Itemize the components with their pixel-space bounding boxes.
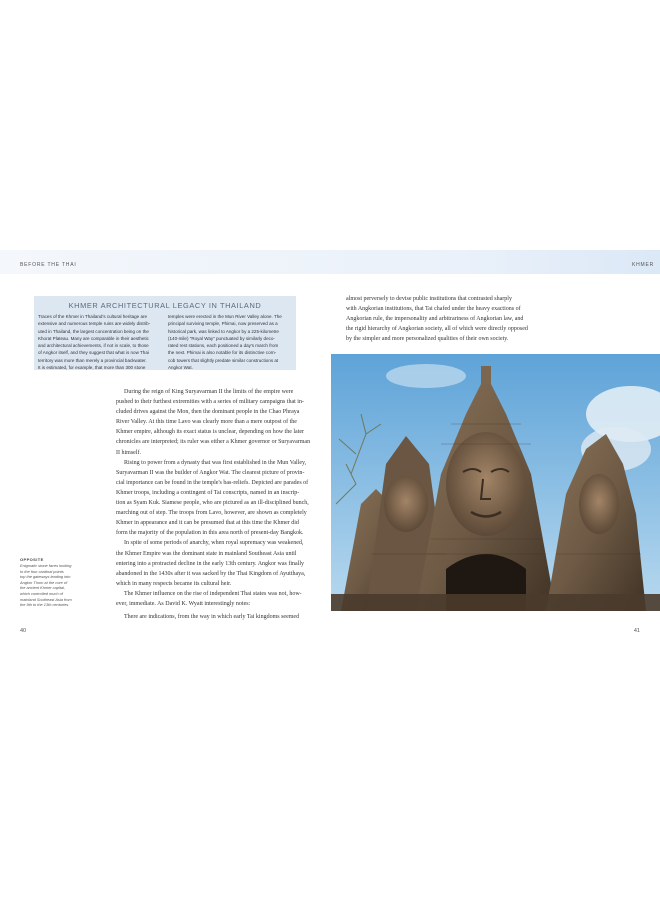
sidebar-line: temples were erected in the Mun River Valley alone. The (168, 314, 282, 319)
caption-text (20, 563, 94, 608)
body-line: Suryavarman II was the builder of Angkor Wat. The clearest picture of provin- (116, 469, 305, 476)
central-face (446, 432, 526, 536)
caption-label: OPPOSITE (20, 557, 44, 562)
body-line: In spite of some periods of anarchy, when royal supremacy was weakened, (124, 540, 304, 547)
body-line: chronicles are interpreted; its ruler was either a Khmer governor or Suryavarman (116, 439, 311, 446)
body-line: Khmer empire, although its exact status is unclear, depending on how the later (116, 429, 305, 436)
sidebar-line: the next. Phimai is also notable for its distinctive corn- (168, 350, 277, 356)
sidebar-line: extensive and numerous temple ruins are widely distrib- (38, 321, 151, 327)
body-line: cluded drives against the Mon, then the dominant people in the Chao Phraya (116, 409, 300, 416)
body-text-column (116, 387, 316, 622)
caption-line: which controlled much of (20, 590, 63, 596)
body-line: Angkorian rule, the impersonality and arbitrariness of Angkorian law, and (346, 316, 524, 323)
running-head-left: BEFORE THE THAI (20, 262, 77, 268)
body-line: by the simpler and more personalized qualities of their own society. (346, 336, 509, 343)
caption-line: mainland Southeast Asia from (20, 596, 72, 602)
body-line: the Khmer Empire was the dominant state in mainland Southeast Asia until (116, 550, 297, 557)
sidebar-column-1 (38, 313, 163, 371)
sidebar-line: historical park, was linked to Angkor by a 225-kilometre (168, 328, 279, 334)
body-line: marching out of step. The troops from Lavo, however, are shown as completely (116, 510, 307, 517)
sidebar-line: (140-mile) "Royal Way" punctuated by similarly deco- (168, 335, 275, 341)
sidebar-line: Traces of the Khmer in Thailand's cultural heritage are (38, 314, 148, 319)
sidebar-line: Angkor Wat. (168, 365, 193, 371)
sidebar-line: and architectural achievements, if not in scale, to those (38, 343, 149, 349)
body-line: with Angkorian institutions, that Tai chafed under the heavy exactions of (346, 306, 521, 313)
page-number-left: 40 (20, 628, 27, 634)
right-face (579, 474, 619, 534)
caption-line: top the gateways leading into (20, 574, 71, 580)
body-line: abandoned in the 1430s after it was sacked by the Thai Kingdom of Ayutthaya, (116, 570, 306, 577)
body-line: There are indications, from the way in which early Tai kingdoms seemed (124, 614, 300, 621)
body-line: Khmer troops, including a contingent of Tai conscripts, named in an inscrip- (116, 489, 300, 496)
body-line: pushed to their furthest extremities with a series of military campaigns that in- (116, 399, 304, 406)
cloud (386, 364, 466, 388)
body-line: form the majority of the population in this area north of present-day Bangkok. (116, 530, 304, 537)
caption-line: the ancient Khmer capital, (20, 585, 65, 591)
angkor-thom-photo (331, 354, 660, 611)
caption-line: Enigmatic stone faces looking (20, 563, 72, 568)
sidebar-title: KHMER ARCHITECTURAL LEGACY IN THAILAND (68, 301, 262, 310)
body-line: tion as Syam Kuk. Siamese people, who are pictured as an ill-disciplined bunch, (116, 500, 309, 507)
base-rubble (331, 594, 660, 611)
caption-line: to the four cardinal points (20, 568, 64, 574)
body-line: The Khmer influence on the rise of independent Thai states was not, how- (124, 590, 302, 597)
caption-line: the 9th to the 13th centuries. (20, 602, 70, 608)
sidebar-line: uted in Thailand, the largest concentration being on the (38, 328, 149, 334)
running-head-right: KHMER (631, 262, 654, 268)
central-spire (481, 366, 491, 384)
sidebar-column-2 (168, 313, 293, 371)
body-line: the rigid hierarchy of Angkorian society, all of which were directly opposed (346, 326, 528, 333)
sidebar-line: rated rest stations, each positioned a day's march from (168, 343, 279, 349)
sidebar-line: of Angkor itself, and they suggest that what is now Thai (38, 350, 149, 356)
sidebar-line: It is estimated, for example, that more than 300 stone (38, 365, 146, 371)
sidebar-line: Khorat Plateau. Many are comparable in their aesthetic (38, 335, 149, 341)
body-line: cial importance can be found in the temple's bas-reliefs. Depicted are parades of (116, 479, 309, 486)
body-line: River Valley. At this time Lavo was clearly more than a mere outpost of the (116, 419, 297, 426)
body-line: ever, immediate. As David K. Wyatt interestingly notes: (116, 600, 251, 607)
caption-line: Angkor Thom at the core of (20, 579, 68, 585)
body-line: almost perversely to devise public institutions that contrasted sharply (346, 296, 512, 302)
sidebar-line: territory was more than merely a provincial backwater. (38, 357, 147, 363)
body-line: which in many respects became its cultural heir. (116, 580, 232, 587)
right-text-column (346, 294, 566, 344)
body-line: Rising to power from a dynasty that was first established in the Mun Valley, (124, 459, 307, 466)
body-line: Khmer in appearance and it can be presumed that at this time the Khmer did (116, 520, 299, 527)
sidebar-line: cob towers that slightly predate similar constructions at (168, 357, 279, 363)
running-header-band (0, 250, 660, 274)
left-face (384, 476, 428, 532)
sidebar-line: principal surviving temple, Phimai, now preserved as a (168, 321, 278, 327)
body-line: During the reign of King Suryavarman II the limits of the empire were (124, 389, 294, 395)
page-number-right: 41 (633, 628, 640, 634)
body-line: entering into a protracted decline in the early 13th century. Angkor was finally (116, 560, 305, 567)
body-line: II himself. (116, 449, 141, 456)
